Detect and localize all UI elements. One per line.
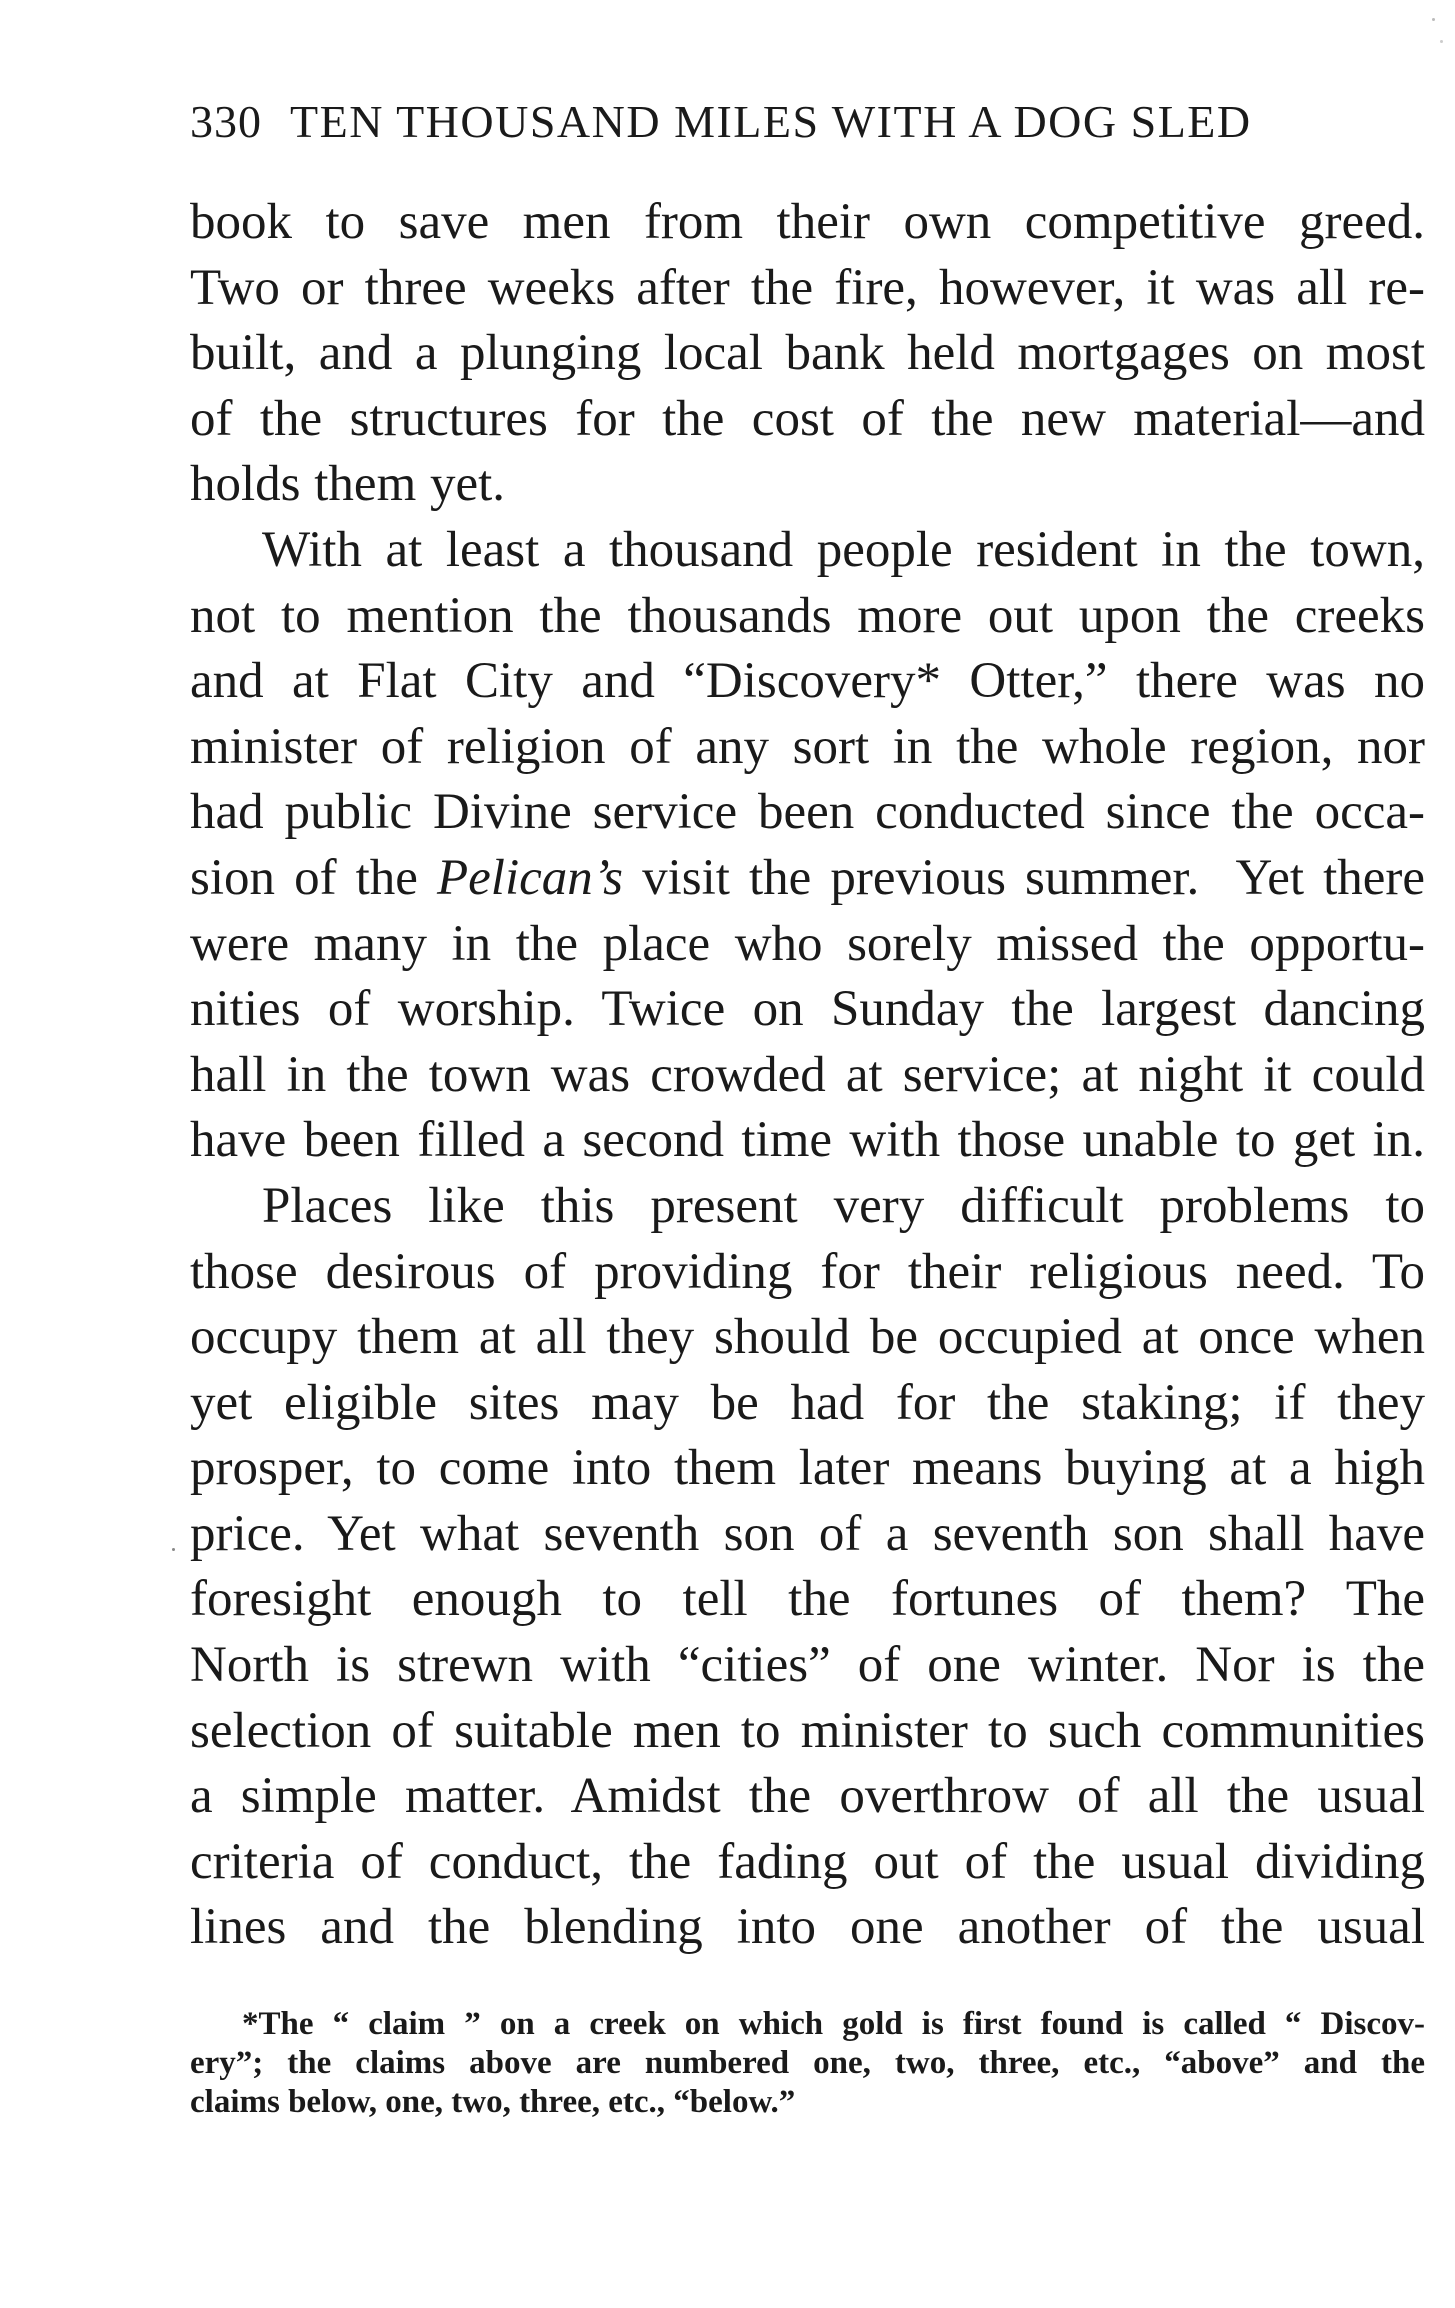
text-line: those desirous of providing for their religious need. To xyxy=(190,1243,1425,1300)
text-line: book to save men from their own competitive greed. xyxy=(190,194,1425,250)
text-line: selection of suitable men to minister to such communities xyxy=(190,1702,1425,1759)
text-line: of the structures for the cost of the new material—and xyxy=(190,390,1425,447)
text-line: Two or three weeks after the fire, however, it was all re- xyxy=(190,259,1425,316)
text-line: lines and the blending into one another of the usual xyxy=(190,1899,1425,1956)
text-line: With at least a thousand people resident in the town, xyxy=(262,521,1425,578)
text-line: not to mention the thousands more out upon the creeks xyxy=(190,587,1425,644)
text-line: Places like this present very difficult problems to xyxy=(262,1177,1425,1234)
text-line: had public Divine service been conducted since the occa- xyxy=(190,784,1425,841)
page-number: 330 xyxy=(190,96,262,147)
text-line: were many in the place who sorely missed the opportu- xyxy=(190,915,1425,972)
text-line: built, and a plunging local bank held mortgages on most xyxy=(190,325,1425,382)
footnote-line: ery”; the claims above are numbered one, two, three, etc., “above” and the xyxy=(190,2045,1425,2081)
text-line: holds them yet. xyxy=(190,456,506,513)
paper-speck xyxy=(172,1548,175,1551)
body-text xyxy=(190,190,1425,1961)
text-line: yet eligible sites may be had for the staking; if they xyxy=(190,1374,1425,1431)
text-line: North is strewn with “cities” of one winter. Nor is the xyxy=(190,1637,1425,1694)
footnote xyxy=(190,2005,1425,2122)
paper-speck xyxy=(1432,18,1435,21)
text-line: and at Flat City and “Discovery* Otter,” there was no xyxy=(190,653,1425,710)
text-line: hall in the town was crowded at service; at night it could xyxy=(190,1046,1425,1103)
paper-speck xyxy=(1440,40,1443,43)
text-line: prosper, to come into them later means buying at a high xyxy=(190,1440,1425,1497)
ship-name: Pelican’s xyxy=(436,849,624,906)
text-line: nities of worship. Twice on Sunday the largest dancing xyxy=(190,981,1425,1038)
text-line: criteria of conduct, the fading out of the usual dividing xyxy=(190,1833,1425,1890)
text-line: foresight enough to tell the fortunes of them? The xyxy=(190,1571,1425,1628)
footnote-line: *The “ claim ” on a creek on which gold is first found is called “ Discov- xyxy=(242,2006,1425,2042)
running-head xyxy=(190,92,1380,152)
footnote-line: claims below, one, two, three, etc., “below.” xyxy=(190,2084,796,2120)
running-title: TEN THOUSAND MILES WITH A DOG SLED xyxy=(290,96,1252,147)
text-line: minister of religion of any sort in the whole region, nor xyxy=(190,718,1425,775)
text-line: price. Yet what seventh son of a seventh son shall have xyxy=(190,1505,1425,1562)
text-line: a simple matter. Amidst the overthrow of all the usual xyxy=(190,1768,1425,1825)
text-line: have been filled a second time with those unable to get in. xyxy=(190,1112,1425,1169)
text-line: sion of the Pelican’s visit the previous summer. Yet there xyxy=(190,849,1426,906)
text-line: occupy them at all they should be occupied at once when xyxy=(190,1309,1425,1366)
